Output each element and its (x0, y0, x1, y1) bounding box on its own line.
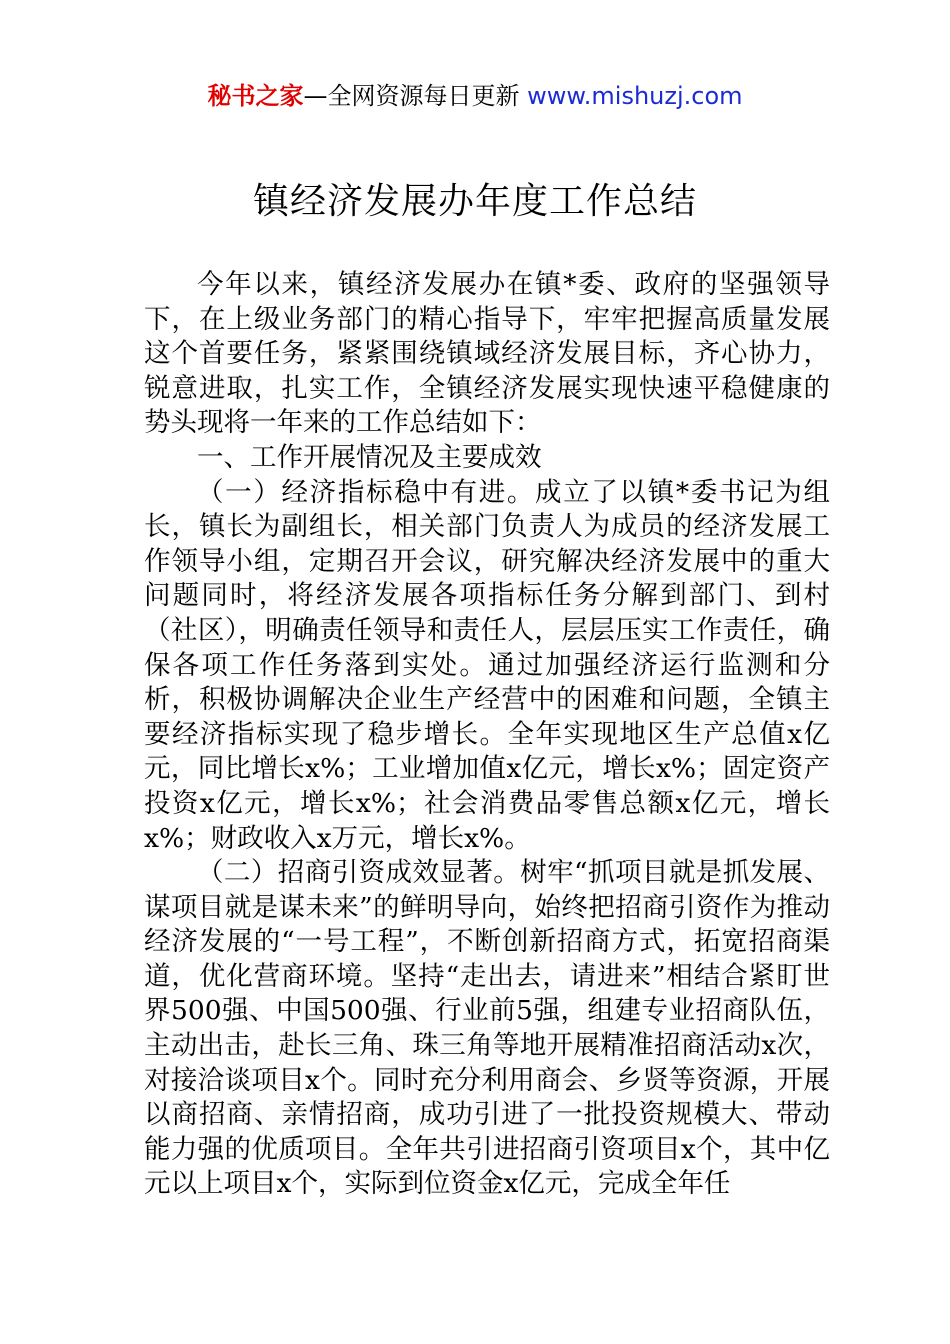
document-body (144, 268, 830, 1202)
document-title: 镇经济发展办年度工作总结 (252, 181, 697, 222)
paragraph-economic-indicators: （一）经济指标稳中有进。成立了以镇*委书记为组长，镇长为副组长，相关部门负责人为成员的经济发展工作领导小组，定期召开会议，研究解决经济发展中的重大问题同时，将经济发展各项指标任务分解到部门、到村（社区），明确责任领导和责任人，层层压实工作责任，确保各项工作任务落到实处。通过加强经济运行监测和分析，积极协调解决企业生产经营中的困难和问题，全镇主要经济指标实现了稳步增长。全年实现地区生产总值x亿元，同比增长x%；工业增加值x亿元，增长x%；固定资产投资x亿元，增长x%；社会消费品零售总额x亿元，增长x%；财政收入x万元，增长x%。 (144, 476, 830, 854)
section-heading: 一、工作开展情况及主要成效 (197, 441, 542, 473)
site-tagline: —全网资源每日更新 (303, 82, 528, 110)
site-brand: 秘书之家 (207, 82, 304, 110)
paragraph-investment: （二）招商引资成效显著。树牢“抓项目就是抓发展、谋项目就是谋未来”的鲜明导向，始终把招商引资作为推动经济发展的“一号工程”，不断创新招商方式，拓宽招商渠道，优化营商环境。坚持“走出去，请进来”相结合紧盯世界500强、中国500强、行业前5强，组建专业招商队伍，主动出击，赴长三角、珠三角等地开展精准招商活动x次，对接洽谈项目x个。同时充分利用商会、乡贤等资源，开展以商招商、亲情招商，成功引进了一批投资规模大、带动能力强的优质项目。全年共引进招商引资项目x个，其中亿元以上项目x个，实际到位资金x亿元，完成全年任 (144, 857, 830, 1200)
site-header (0, 78, 950, 114)
site-url: www.mishuzj.com (527, 82, 743, 110)
paragraph-intro: 今年以来，镇经济发展办在镇*委、政府的坚强领导下，在上级业务部门的精心指导下，牢牢把握高质量发展这个首要任务，紧紧围绕镇域经济发展目标，齐心协力，锐意进取，扎实工作，全镇经济发展实现快速平稳健康的势头现将一年来的工作总结如下： (144, 269, 830, 439)
